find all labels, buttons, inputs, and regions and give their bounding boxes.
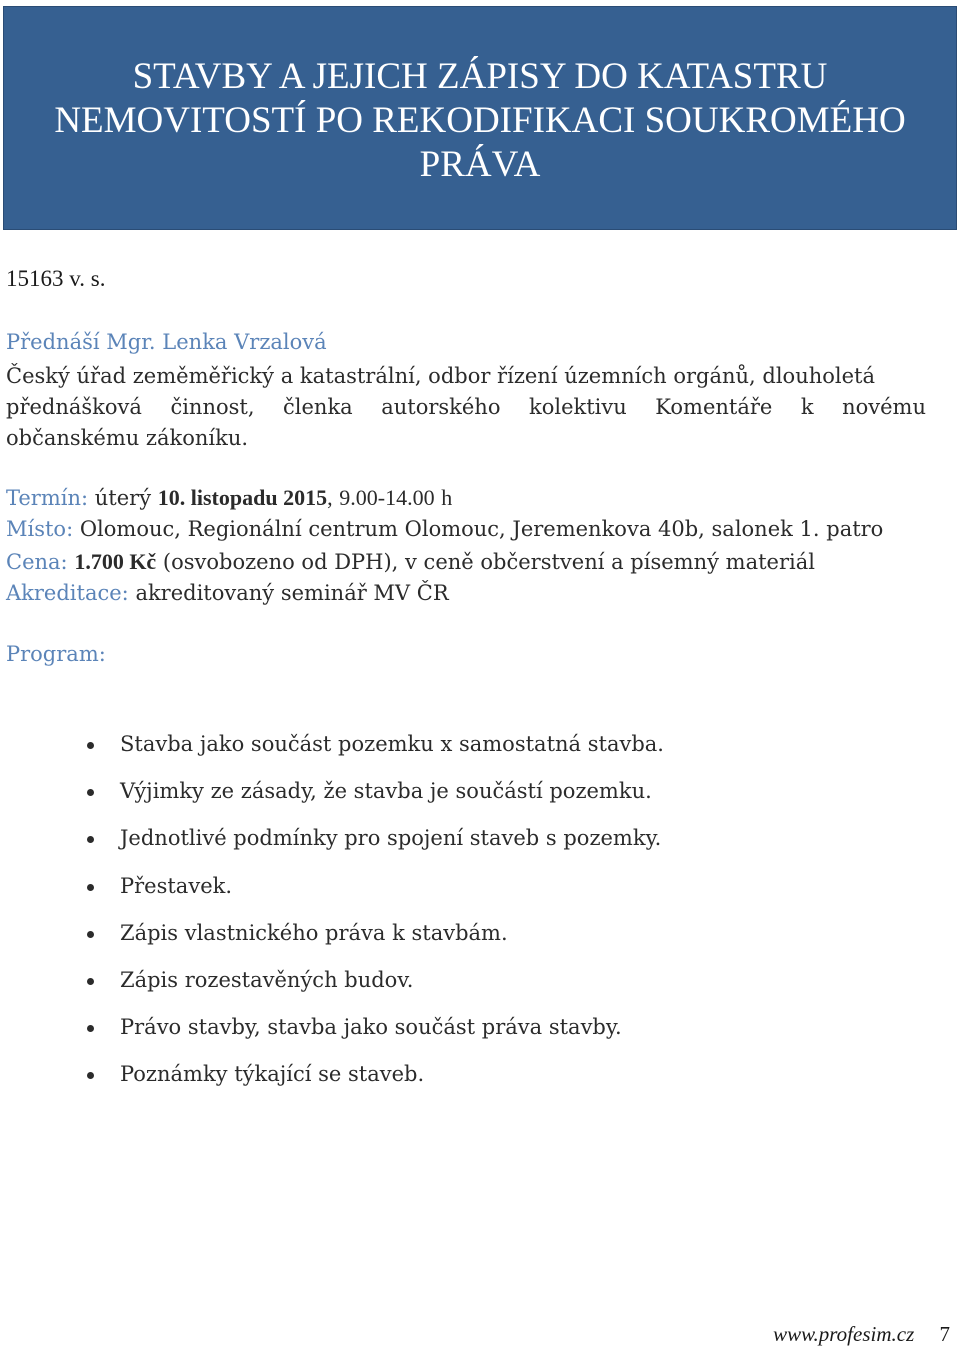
description-line: Český úřad zeměměřický a katastrální, odbor řízení územních orgánů, dlouholetá bbox=[6, 364, 875, 388]
termin-time-unit: h bbox=[441, 485, 453, 510]
cena-line bbox=[6, 546, 815, 578]
bullet-icon bbox=[87, 1025, 94, 1032]
program-item-text: Zápis vlastnického práva k stavbám. bbox=[120, 920, 508, 945]
program-item bbox=[0, 870, 664, 917]
title-line: STAVBY A JEJICH ZÁPISY DO KATASTRU bbox=[132, 56, 828, 97]
page-title bbox=[4, 55, 956, 187]
title-line: PRÁVA bbox=[419, 144, 541, 185]
program-item bbox=[0, 917, 664, 964]
bullet-icon bbox=[87, 884, 94, 891]
footer-website: www.profesim.cz bbox=[773, 1322, 915, 1346]
program-item bbox=[0, 1011, 664, 1058]
cena-note-paren: (osvobozeno od DPH) bbox=[162, 550, 392, 574]
course-serial: 15163 v. s. bbox=[6, 266, 106, 291]
program-item-text: Přestavek. bbox=[120, 873, 233, 898]
termin-date: 10. listopadu 2015 bbox=[157, 485, 328, 510]
termin-line bbox=[6, 482, 452, 514]
cena-label: Cena: bbox=[6, 550, 68, 574]
misto-value: Olomouc, Regionální centrum Olomouc, Jeremenkova 40b, salonek 1. patro bbox=[79, 517, 884, 541]
page-number: 7 bbox=[939, 1322, 950, 1346]
description-line: občanskému zákoníku. bbox=[6, 426, 249, 450]
bullet-icon bbox=[87, 1072, 94, 1079]
cena-note-rest: , v ceně občerstvení a písemný materiál bbox=[391, 550, 815, 574]
akreditace-value: akreditovaný seminář MV ČR bbox=[135, 581, 449, 605]
program-item-text: Zápis rozestavěných budov. bbox=[120, 967, 414, 992]
lecturer-name: Lenka Vrzalová bbox=[162, 330, 327, 354]
akreditace-label: Akreditace: bbox=[6, 581, 129, 605]
lecturer-line bbox=[6, 327, 327, 358]
program-item bbox=[0, 728, 664, 775]
lecturer-label: Přednáší Mgr. bbox=[6, 330, 156, 354]
bullet-icon bbox=[87, 836, 94, 843]
program-item bbox=[0, 964, 664, 1011]
bullet-icon bbox=[87, 978, 94, 985]
termin-sep: , bbox=[327, 485, 333, 510]
lecturer-description bbox=[6, 361, 926, 454]
program-list bbox=[0, 728, 664, 1106]
akreditace-line bbox=[6, 578, 449, 609]
termin-label: Termín: bbox=[6, 486, 89, 510]
title-banner bbox=[3, 6, 957, 230]
program-item bbox=[0, 1058, 664, 1105]
termin-time: 9.00-14.00 bbox=[339, 485, 435, 510]
bullet-icon bbox=[87, 789, 94, 796]
termin-day: úterý bbox=[94, 486, 152, 510]
bullet-icon bbox=[87, 931, 94, 938]
misto-label: Místo: bbox=[6, 517, 74, 541]
misto-line bbox=[6, 514, 883, 545]
program-item bbox=[0, 775, 664, 822]
program-item-text: Stavba jako součást pozemku x samostatná stavba. bbox=[120, 732, 664, 756]
program-item-text: Poznámky týkající se staveb. bbox=[120, 1062, 425, 1087]
description-line: přednášková činnost, členka autorského kolektivu Komentáře k novému bbox=[6, 395, 926, 419]
page-footer bbox=[773, 1322, 950, 1347]
program-heading: Program: bbox=[6, 642, 106, 666]
bullet-icon bbox=[87, 742, 94, 749]
program-item bbox=[0, 822, 664, 869]
cena-price: 1.700 Kč bbox=[74, 549, 157, 574]
program-item-text: Právo stavby, stavba jako součást práva stavby. bbox=[120, 1015, 622, 1040]
program-item-text: Jednotlivé podmínky pro spojení staveb s pozemky. bbox=[120, 826, 662, 851]
program-item-text: Výjimky ze zásady, že stavba je součástí pozemku. bbox=[120, 779, 652, 804]
title-line: NEMOVITOSTÍ PO REKODIFIKACI SOUKROMÉHO bbox=[54, 100, 906, 141]
